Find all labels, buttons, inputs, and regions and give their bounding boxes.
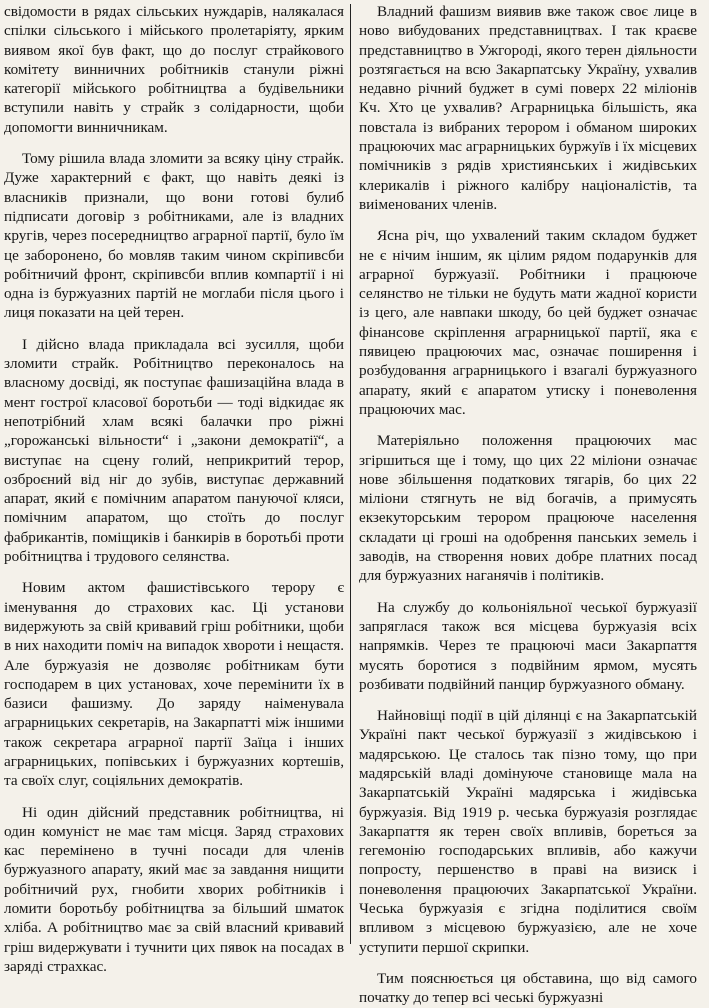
paragraph: Владний фашизм виявив вже також своє лице в ново вибудованих представництвах. І так краєве представництво в Ужгороді, якого терен діяльности розтягається на всю Закарпатську Україну, ухвалив недавно річний буджет в сумі поверх 22 міліонів Кч. Хто це ухвалив? Аграрницька більшість, яка повстала із вибраних терором і обманом широких працюючих мас аграрницьких буржуїв і їх місцевих помічників з рядів християнських і жидівських клерикалів і ріжного калібру націоналістів, та виіменованих членів. xyxy=(359,3,697,213)
paragraph: Ясна річ, що ухвалений таким складом буджет не є нічим іншим, як цілим рядом подарунків для аграрної буржуазії. Робітники і працююче селянство не тільки не будуть мати жадної користи із цего, але навпаки шкоду, бо цей буджет означає фінансове скріплення аграрницької партії, яка є пявицею працюючих мас, означає поширення і розбудовання аграрницького і взагалі буржуазного апарату, який є апаратом утиску і поневолення працюючих мас. xyxy=(359,227,697,418)
paragraph: свідомости в рядах сільських нуждарів, налякалася спілки сільського і мійського пролетаріяту, ярким виявом якої був факт, що до послуг страйкового комітету винничних робітників станули ріжні категорії мійського робітництва а будівельники вступили навіть у страйк з солідарности, щоби допомогти винничникам. xyxy=(4,3,344,136)
left-column xyxy=(4,2,350,975)
paragraph: І дійсно влада прикладала всі зусилля, щоби зломити страйк. Робітництво переконалось на власному досвіді, як поступає фашизаційна влада в мент гострої класової боротьби — тоді відкидає як непотрібний хлам всякі балачки про ріжні „горожанські вільности“ і „закони демократії“, а виступає на сцену голий, неприкритий терор, озброєний від ніг до зубів, виступає державний апарат, який є помічним апаратом пануючої кляси, помічним апаратом, що стоїть до послуг фабрикантів, поміщиків і банкирів в боротьбі проти робітництва і трудового селянства. xyxy=(4,335,344,566)
paragraph: Тим пояснюється ця обставина, що від самого початку до тепер всі чеські буржуазні xyxy=(359,969,697,1007)
paragraph: Найновіщі події в цій ділянці є на Закарпатській Україні пакт чеської буржуазії з жидівською і мадярською. Це сталось так пізно тому, що при мадярській владі домінуюче становище мала на Закарпатській Україні мадярська і жидівська буржуазія. Від 1919 р. чеська буржуазія розглядає Закарпаття як терен своїх впливів, бореться за гегемонію господарських впливів, або кажучи попросту, першенство в праві на визиск і поневолення працюючих Закарпатської України. Чеська буржуазія є згідна поділитися своїм впливом з місцевою буржуазією, але не хоче уступити першої скрипки. xyxy=(359,707,697,956)
paragraph: Новим актом фашистівського терору є іменування до страхових кас. Ці установи видержують за свій кривавий гріш робітники, щоби в них находити поміч на випадок хвороти і нещастя. Але буржуазія не дозволяє робітникам бути господарем в цих установах, хоче перемінити їх в базиси фашизму. До заряду наіменувала аграрницьких секретарів, на Закарпатті між іншими також секретара аграрної партії Заїца і інших аграрницьких, попівських і буржуазних кортешів, та своїх слуг, соціяльних демократів. xyxy=(4,579,344,790)
right-column xyxy=(351,2,697,1007)
paragraph: На службу до кольоніяльної чеської буржуазії запряглася також вся місцева буржуазія всіх напрямків. Через те працюючі маси Закарпаття мусять боротися з подвійним ярмом, мусять розбивати подвійний панцир буржуазного обману. xyxy=(359,598,697,693)
paragraph: Тому рішила влада зломити за всяку ціну страйк. Дуже характерний є факт, що навіть деякі із власників признали, що вони готові булиб підписати договір з робітниками, але із владних кругів, через посередництво аграрної партії, було їм це заборонено, бо мовляв таким чином скріпивсби робітничий фронт, скріпивсби вплив компартії і ні одна із буржуазних партій не моглаби після цього і лиця показати на цей терен. xyxy=(4,150,344,322)
paragraph: Матеріяльно положення працюючих мас згіршиться ще і тому, що цих 22 міліони означає нове збільшення податкових тягарів, бо цих 22 міліони стягнуть не від богачів, а примусять екзекуторським терором працююче населення складати ці гроші на одобрення панських земель і заводів, на створення нових добре платних посад для буржуазних наганячів і політиків. xyxy=(359,432,697,585)
paragraph: Ні один дійсний представник робітництва, ні один комуніст не має там місця. Заряд страхових кас перемінено в тучні посади для членів буржуазного апарату, який має за завдання нищити робітничий рух, гнобити хворих робітників і ломити боротьбу робітництва за більший шматок хліба. А робітництво має за свій власний кривавий гріш видержувати і тучнити цих пявок на посадах в заряді страхкас. xyxy=(4,803,344,975)
